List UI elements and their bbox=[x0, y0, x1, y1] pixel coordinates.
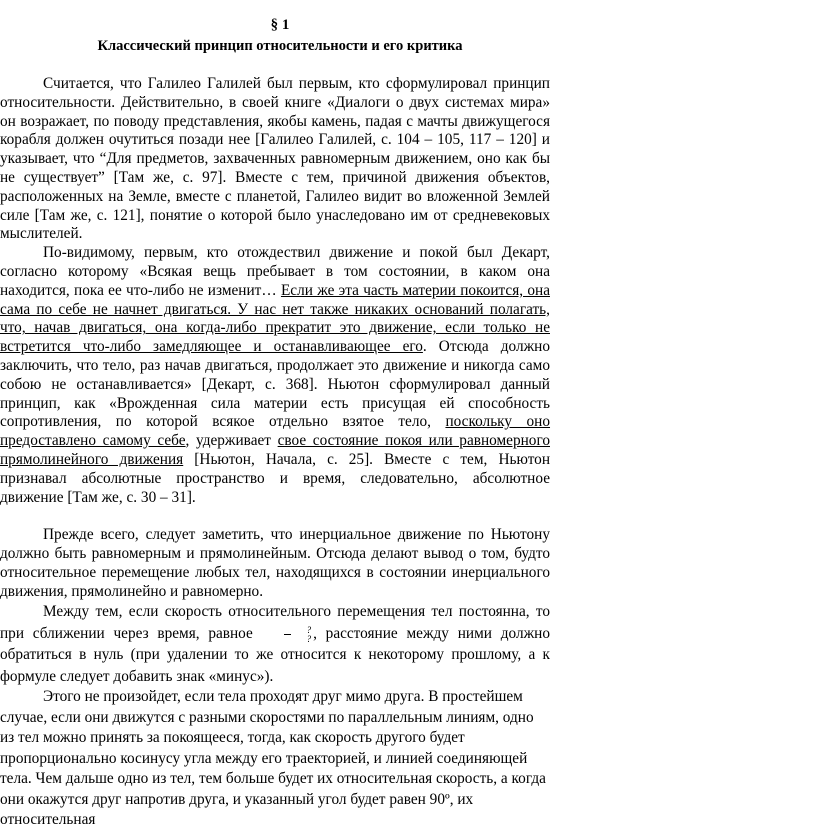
fraction-formula bbox=[264, 626, 312, 643]
underlined-quote-newton-2: свое состояние покоя или равномерного прямолинейного движения bbox=[0, 432, 550, 468]
paragraph-constant-speed bbox=[0, 601, 550, 687]
text-run: По-видимому, первым, кто отождествил движение и покой был Декарт, согласно которому «Всякая вещь пребывает в том состоянии, в каком она находится, пока ее что-либо не изменит… bbox=[0, 244, 550, 299]
paragraph-descartes-newton bbox=[0, 244, 550, 507]
fraction-denominator: ? bbox=[306, 633, 312, 644]
text-run: Между тем, если скорость относительного перемещения тел постоянна, то при сближении через время, равное bbox=[0, 603, 550, 642]
underlined-quote-descartes: Если же эта часть материи покоится, она сама по себе не начнет двигаться. У нас нет также никаких оснований полагать, что, начав двигаться, она когда-либо прекратит это движение, если только не встретится что-либо замедляющее и останавливающее его bbox=[0, 281, 550, 356]
text-run: , расстояние между ними должно обратиться в нуль (при удалении то же относится к некоторому прошлому, а к формуле следует добавить знак «минус»). bbox=[0, 624, 550, 685]
paragraph-passing-bodies: Этого не произойдет, если тела проходят друг мимо друга. В простейшем случае, если они движутся с разными скоростями по параллельным линиям, одно из тел можно принять за покоящееся, тогда, как скорость другого будет пропорционально косинусу угла между его траекторией, и линией соединяющей тела. Чем дальше одно из тел, тем больше будет их относительная скорость, а когда они окажутся друг напротив друга, и указанный угол будет равен 90º, их относительная bbox=[0, 688, 546, 829]
text-run: [Ньютон, Начала, с. 25]. Вместе с тем, Ньютон признавал абсолютные пространство и время, следовательно, абсолютное движение [Там же, с. 30 – 31]. bbox=[0, 450, 551, 506]
underlined-quote-newton-1: поскольку оно предоставлено самому себе bbox=[0, 413, 551, 450]
section-number: § 1 bbox=[270, 17, 290, 33]
section-title: Классический принцип относительности и его критика bbox=[97, 38, 463, 54]
text-run: , удерживает bbox=[185, 432, 278, 450]
text-run: . Отсюда должно заключить, что тело, раз начав двигаться, продолжает это движение и никогда само собою не останавливается» [Декарт, с. 368]. Ньютон сформулировал данный принцип, как «Врожденная сила материи есть присущая ей способность сопротивления, по которой всякое отдельно взятое тело, bbox=[0, 338, 551, 431]
document-body bbox=[0, 75, 550, 831]
paragraph-galileo: Считается, что Галилео Галилей был первым, кто сформулировал принцип относительности. Действительно, в своей книге «Диалоги о двух системах мира» он возражает, по поводу представления, якобы камень, падая с мачты движущегося корабля должен очутиться позади нее [Галилео Галилей, с. 104 – 105, 117 – 120] и указывает, что “Для предметов, захваченных равномерным движением, оно как бы не существует” [Там же, с. 97]. Вместе с тем, причиной движения объектов, расположенных на Земле, вместе с планетой, Галилео видит во вложенной Землей силе [Там же, с. 121], понятие о которой было унаследовано им от средневековых мыслителей. bbox=[0, 75, 550, 243]
paragraph-inertial-motion: Прежде всего, следует заметить, что инерциальное движение по Ньютону должно быть равномерным и прямолинейным. Отсюда делают вывод о том, будто относительное перемещение любых тел, находящихся в состоянии инерциального движения, прямолинейно и равномерно. bbox=[0, 526, 550, 600]
fraction-numerator: ? bbox=[306, 624, 312, 635]
paragraph-spacer bbox=[0, 507, 550, 526]
